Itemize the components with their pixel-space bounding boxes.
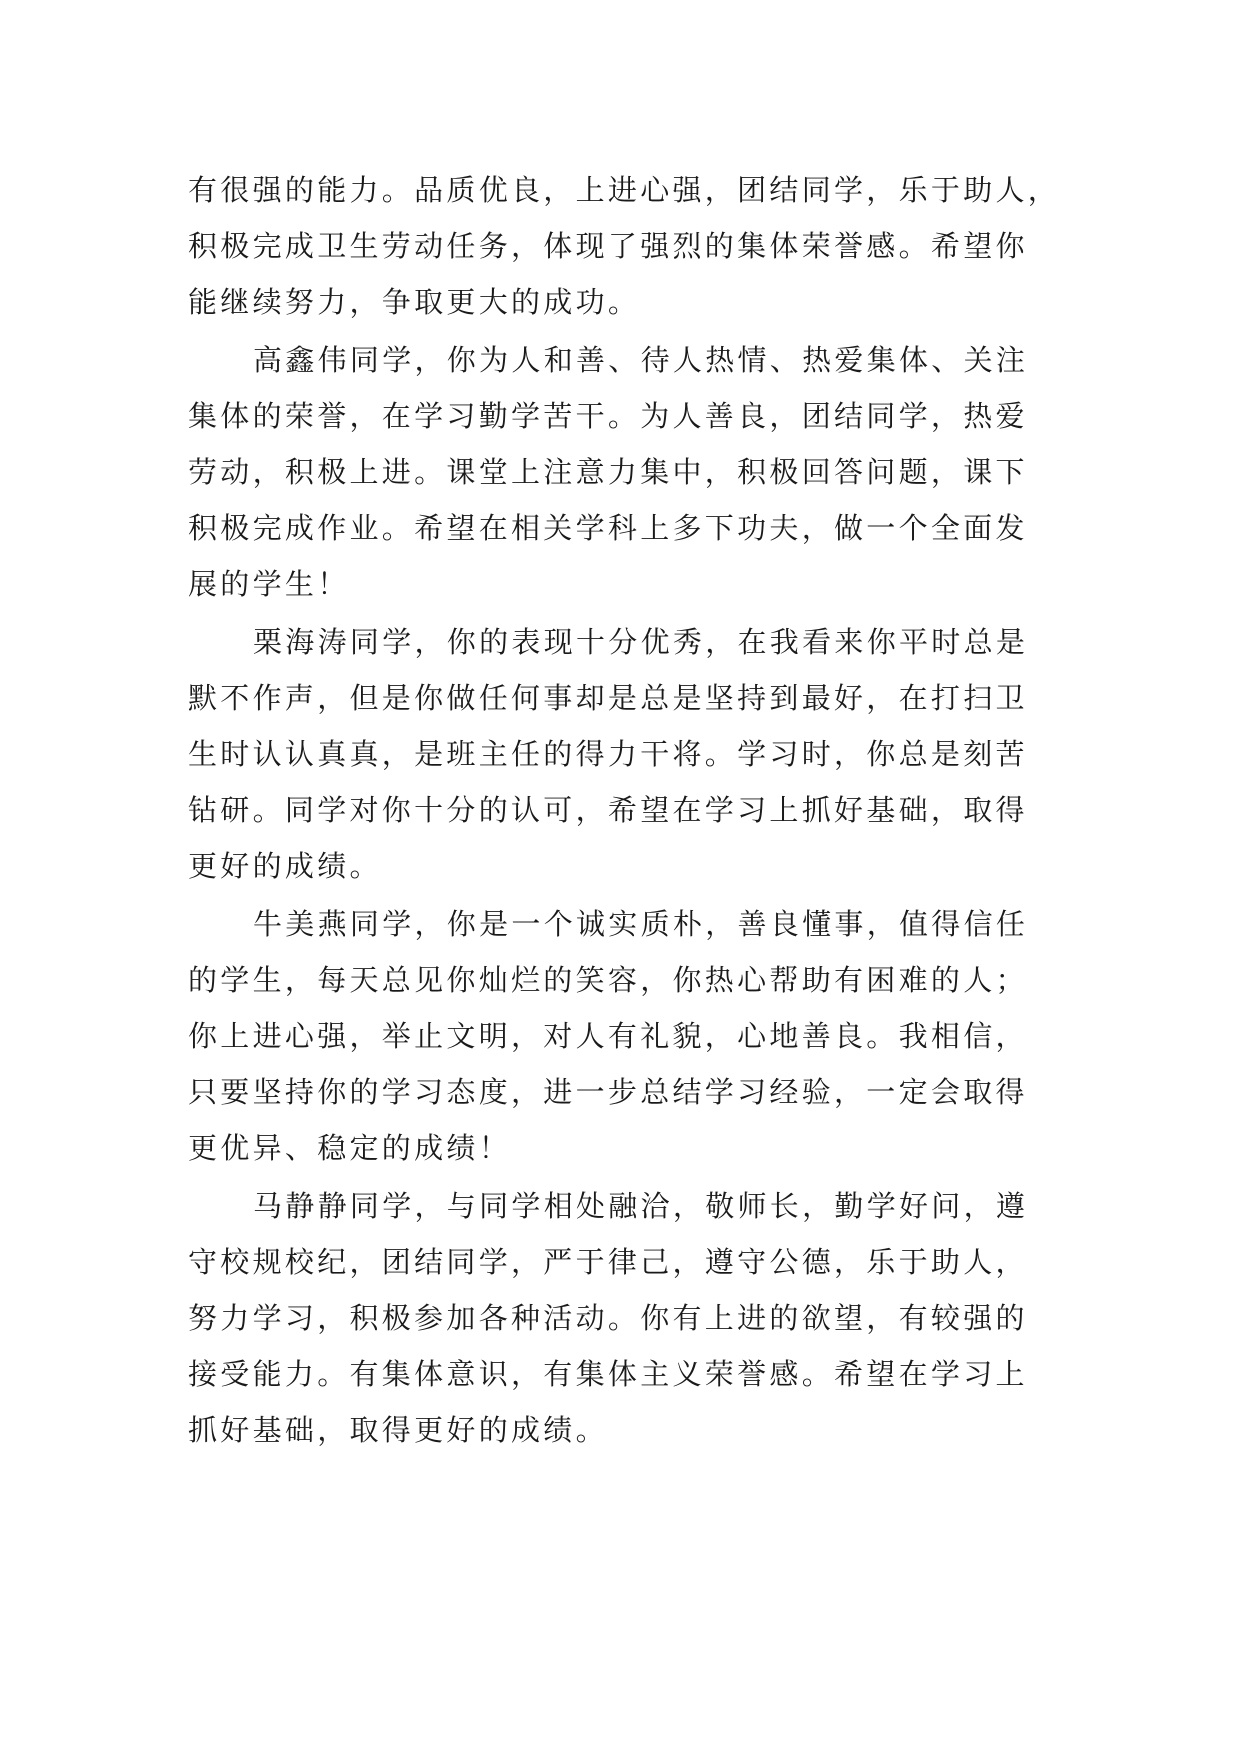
text-line: 积极完成作业。希望在相关学科上多下功夫，做一个全面发 [188, 511, 1028, 545]
text-line: 能继续努力，争取更大的成功。 [188, 285, 641, 319]
text-line: 高鑫伟同学，你为人和善、待人热情、热爱集体、关注 [253, 343, 1029, 377]
text-line: 努力学习，积极参加各种活动。你有上进的欲望，有较强的 [188, 1301, 1028, 1335]
text-line: 积极完成卫生劳动任务，体现了强烈的集体荣誉感。希望你 [188, 229, 1028, 263]
document-body [188, 162, 1061, 1460]
text-line: 牛美燕同学，你是一个诚实质朴，善良懂事，值得信任 [253, 907, 1029, 941]
text-line: 钻研。同学对你十分的认可，希望在学习上抓好基础，取得 [188, 793, 1028, 827]
text-line: 生时认认真真，是班主任的得力干将。学习时，你总是刻苦 [188, 737, 1028, 771]
text-line: 更优异、稳定的成绩！ [188, 1131, 512, 1165]
text-line: 只要坚持你的学习态度，进一步总结学习经验，一定会取得 [188, 1075, 1028, 1109]
paragraph-continuation [188, 162, 1061, 330]
text-line: 集体的荣誉，在学习勤学苦干。为人善良，团结同学，热爱 [188, 399, 1028, 433]
text-line: 守校规校纪，团结同学，严于律己，遵守公德，乐于助人， [188, 1245, 1028, 1279]
text-line: 默不作声，但是你做任何事却是总是坚持到最好，在打扫卫 [188, 681, 1028, 715]
text-line: 栗海涛同学，你的表现十分优秀，在我看来你平时总是 [253, 625, 1029, 659]
text-line: 劳动，积极上进。课堂上注意力集中，积极回答问题，课下 [188, 455, 1028, 489]
text-line: 的学生，每天总见你灿烂的笑容，你热心帮助有困难的人； [188, 963, 1028, 997]
text-line: 马静静同学，与同学相处融洽，敬师长，勤学好问，遵 [253, 1189, 1029, 1223]
paragraph-ma-jingjing [188, 1178, 1056, 1458]
paragraph-li-haitao [188, 614, 1056, 894]
text-line: 有很强的能力。品质优良，上进心强，团结同学，乐于助人， [188, 173, 1061, 207]
text-line: 接受能力。有集体意识，有集体主义荣誉感。希望在学习上 [188, 1357, 1028, 1391]
paragraph-gao-xinwei [188, 332, 1056, 612]
text-line: 你上进心强，举止文明，对人有礼貌，心地善良。我相信， [188, 1019, 1028, 1053]
text-line: 更好的成绩。 [188, 849, 382, 883]
text-line: 展的学生！ [188, 567, 350, 601]
paragraph-niu-meiyan [188, 896, 1056, 1176]
text-line: 抓好基础，取得更好的成绩。 [188, 1413, 608, 1447]
